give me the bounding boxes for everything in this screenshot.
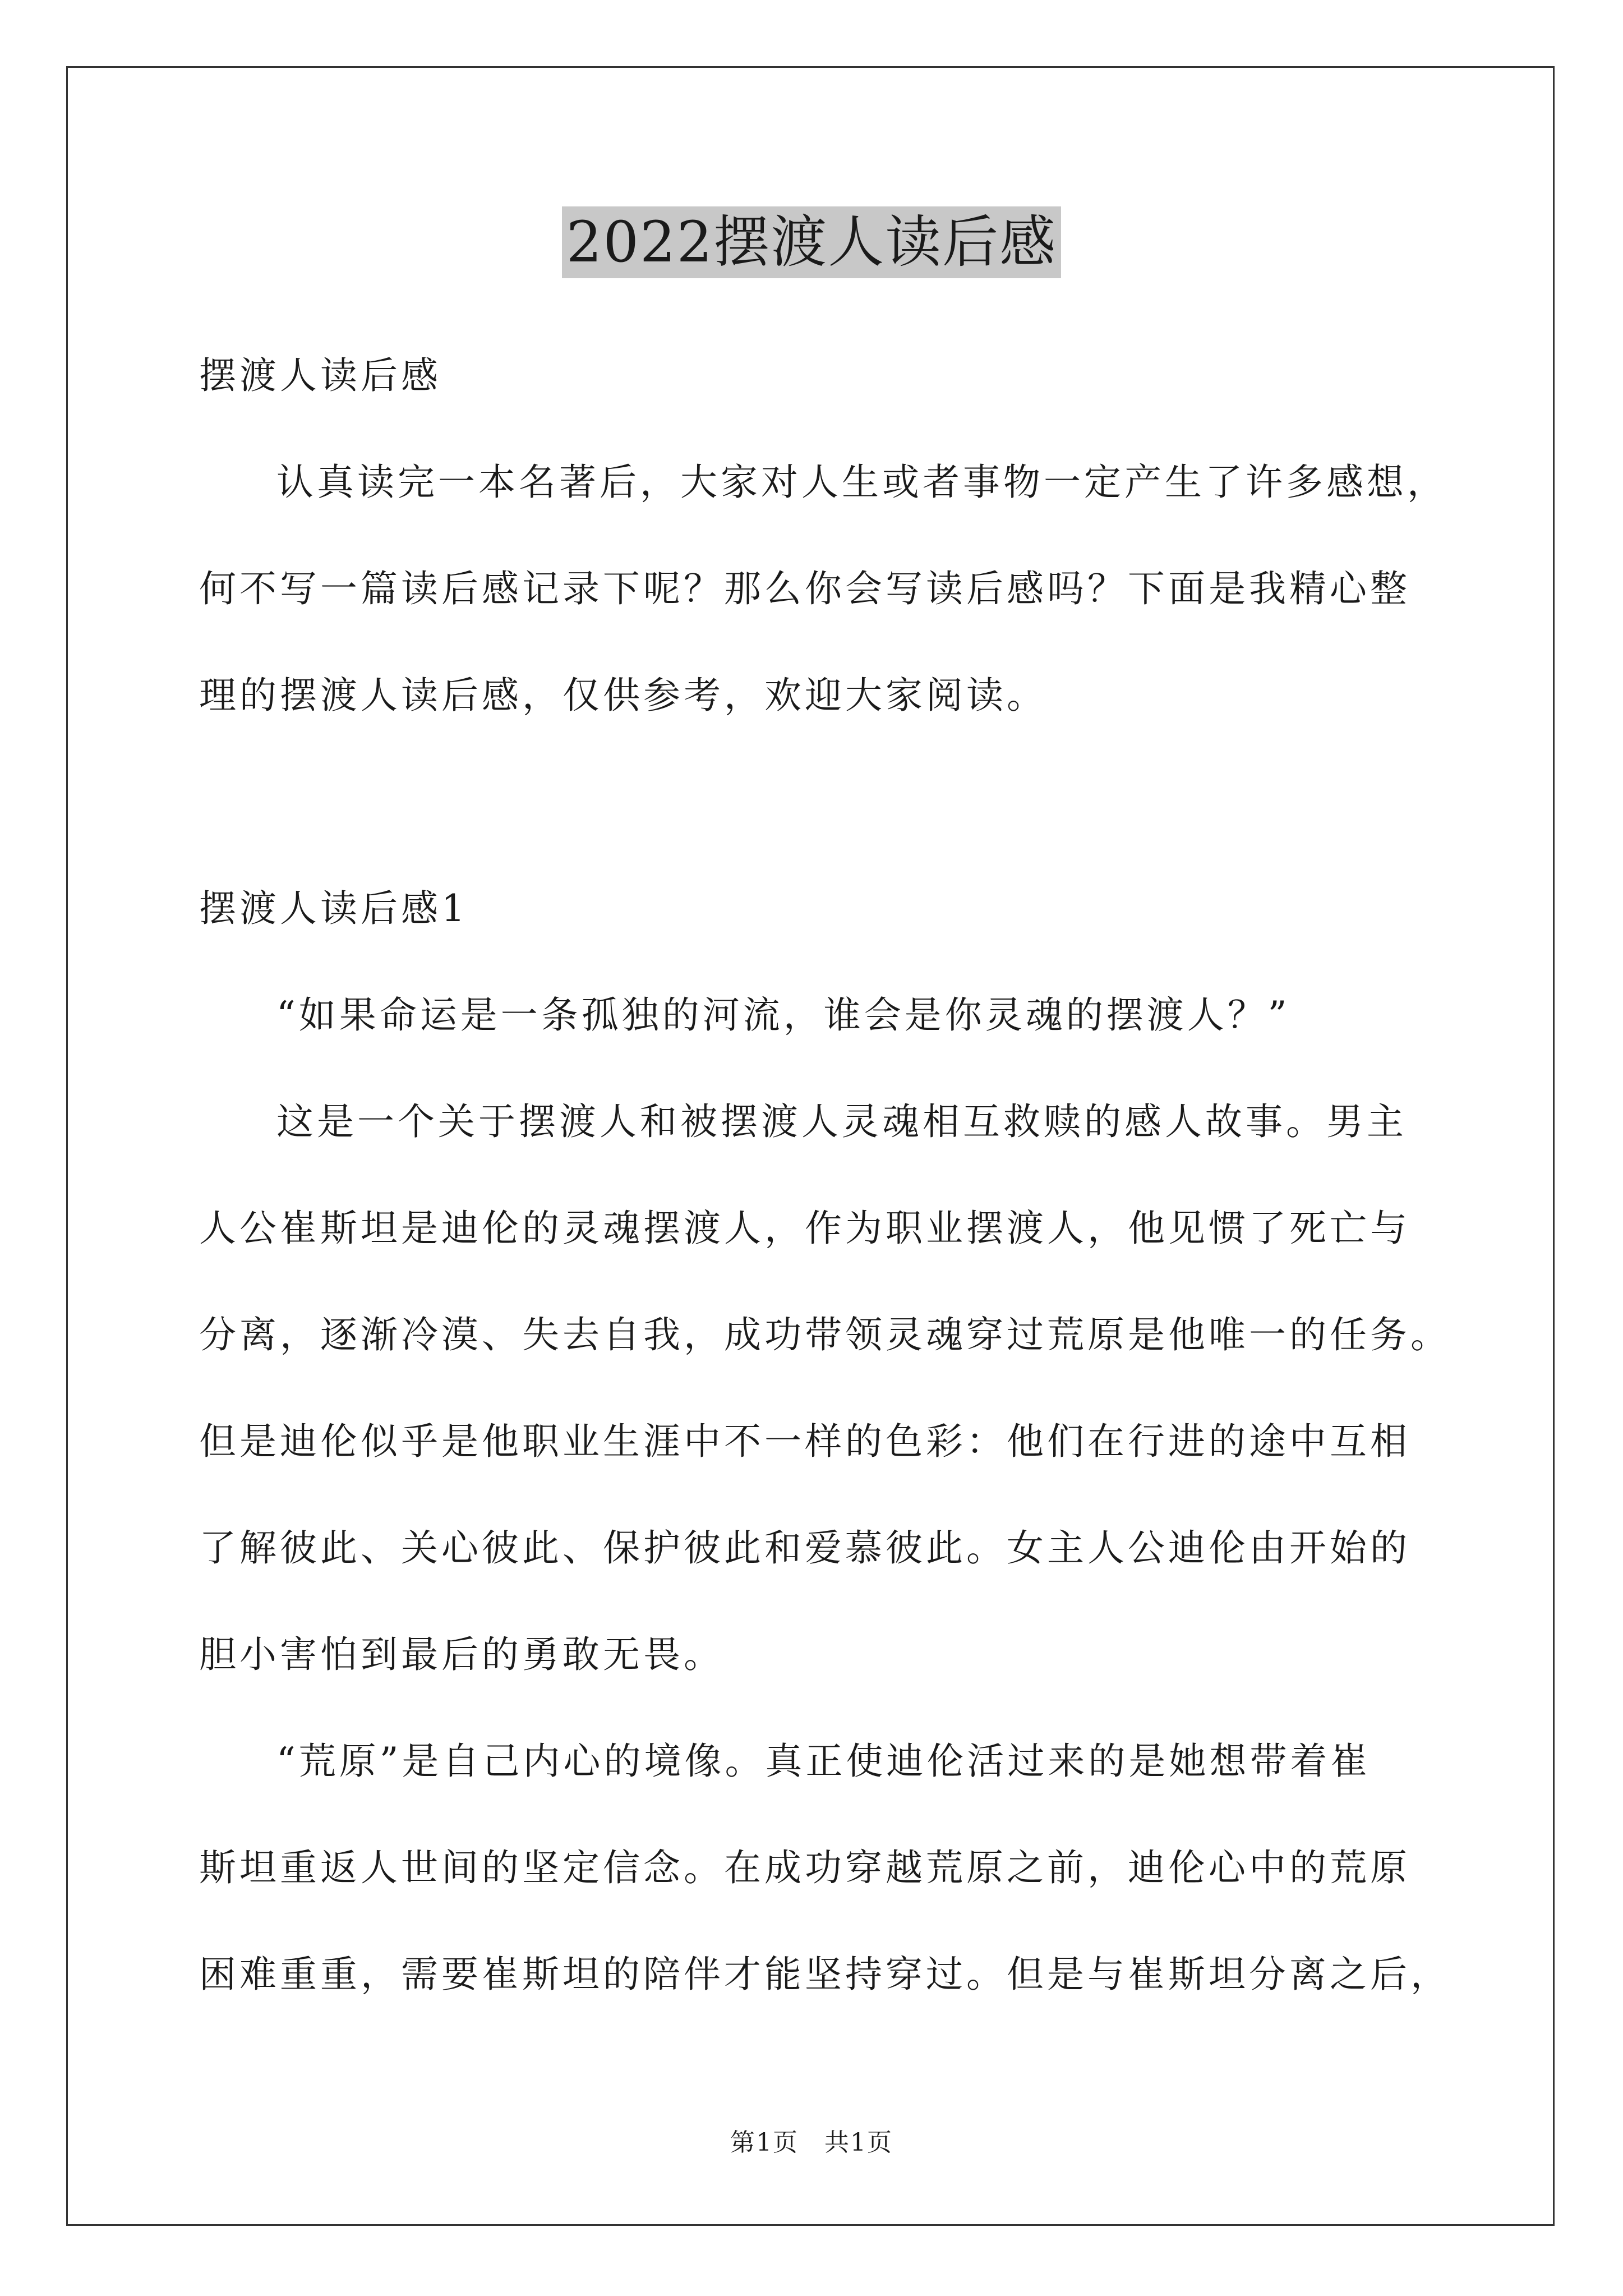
paragraph-line: 斯坦重返人世间的坚定信念。在成功穿越荒原之前，迪伦心中的荒原 [199, 1846, 1410, 1889]
paragraph-line: “荒原”是自己内心的境像。真正使迪伦活过来的是她想带着崔 [276, 1740, 1371, 1783]
paragraph-line: 认真读完一本名著后，大家对人生或者事物一定产生了许多感想， [276, 461, 1447, 504]
paragraph-line: 何不写一篇读后感记录下呢？那么你会写读后感吗？下面是我精心整 [199, 567, 1410, 610]
document-body [199, 349, 1451, 2054]
section-heading-intro: 摆渡人读后感 [199, 354, 441, 397]
title-container [0, 206, 1623, 278]
document-title: 2022摆渡人读后感 [562, 206, 1062, 278]
quote-line: “如果命运是一条孤独的河流，谁会是你灵魂的摆渡人？” [276, 993, 1290, 1037]
paragraph-line: 胆小害怕到最后的勇敢无畏。 [199, 1633, 724, 1676]
paragraph-line: 分离，逐渐冷漠、失去自我，成功带领灵魂穿过荒原是他唯一的任务。 [199, 1313, 1451, 1356]
paragraph-line: 但是迪伦似乎是他职业生涯中不一样的色彩：他们在行进的途中互相 [199, 1420, 1410, 1463]
paragraph-line: 人公崔斯坦是迪伦的灵魂摆渡人，作为职业摆渡人，他见惯了死亡与 [199, 1207, 1410, 1250]
paragraph-line: 困难重重，需要崔斯坦的陪伴才能坚持穿过。但是与崔斯坦分离之后， [199, 1953, 1451, 1996]
paragraph-line: 理的摆渡人读后感，仅供参考，欢迎大家阅读。 [199, 674, 1047, 717]
paragraph-line: 了解彼此、关心彼此、保护彼此和爱慕彼此。女主人公迪伦由开始的 [199, 1526, 1410, 1570]
paragraph-line: 这是一个关于摆渡人和被摆渡人灵魂相互救赎的感人故事。男主 [276, 1100, 1407, 1143]
section-heading-1: 摆渡人读后感1 [199, 887, 468, 930]
page-footer: 第1页 共1页 [730, 2128, 893, 2157]
